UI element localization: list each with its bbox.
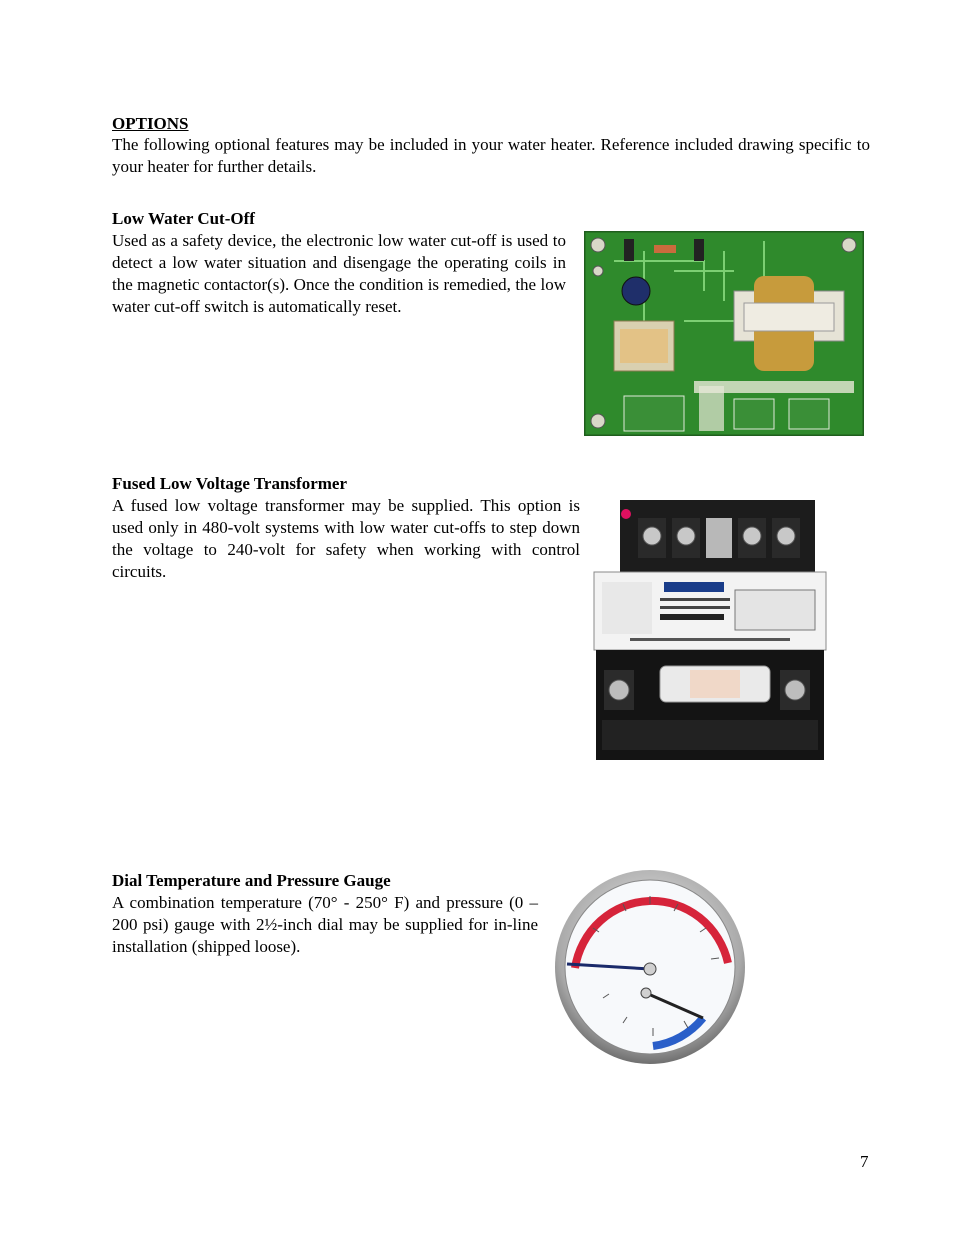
options-intro: The following optional features may be included in your water heater. Reference included drawing specific to your heater for further details. xyxy=(112,135,870,176)
transformer-heading: Fused Low Voltage Transformer xyxy=(112,474,348,493)
gauge-text: A combination temperature (70° - 250° F) and pressure (0 – 200 psi) gauge with 2½-inch dial may be supplied for in-line installation (shipped loose). xyxy=(112,893,538,956)
options-heading: OPTIONS xyxy=(112,114,189,133)
low-water-cutoff-heading: Low Water Cut-Off xyxy=(112,209,255,228)
transformer-text: A fused low voltage transformer may be supplied. This option is used only in 480-volt systems with low water cut-offs to step down the voltage to 240-volt for safety when working with control circuits. xyxy=(112,496,580,581)
low-water-cutoff-text: Used as a safety device, the electronic low water cut-off is used to detect a low water situation and disengage the operating coils in the magnetic contactor(s). Once the condition is remedied, the low water cut-off switch is automatically reset. xyxy=(112,231,566,316)
page-number: 7 xyxy=(860,1152,869,1171)
low-water-cutoff-board-image xyxy=(584,231,864,436)
gauge-heading: Dial Temperature and Pressure Gauge xyxy=(112,871,391,890)
gauge-image xyxy=(553,868,747,1066)
transformer-image xyxy=(590,498,830,770)
